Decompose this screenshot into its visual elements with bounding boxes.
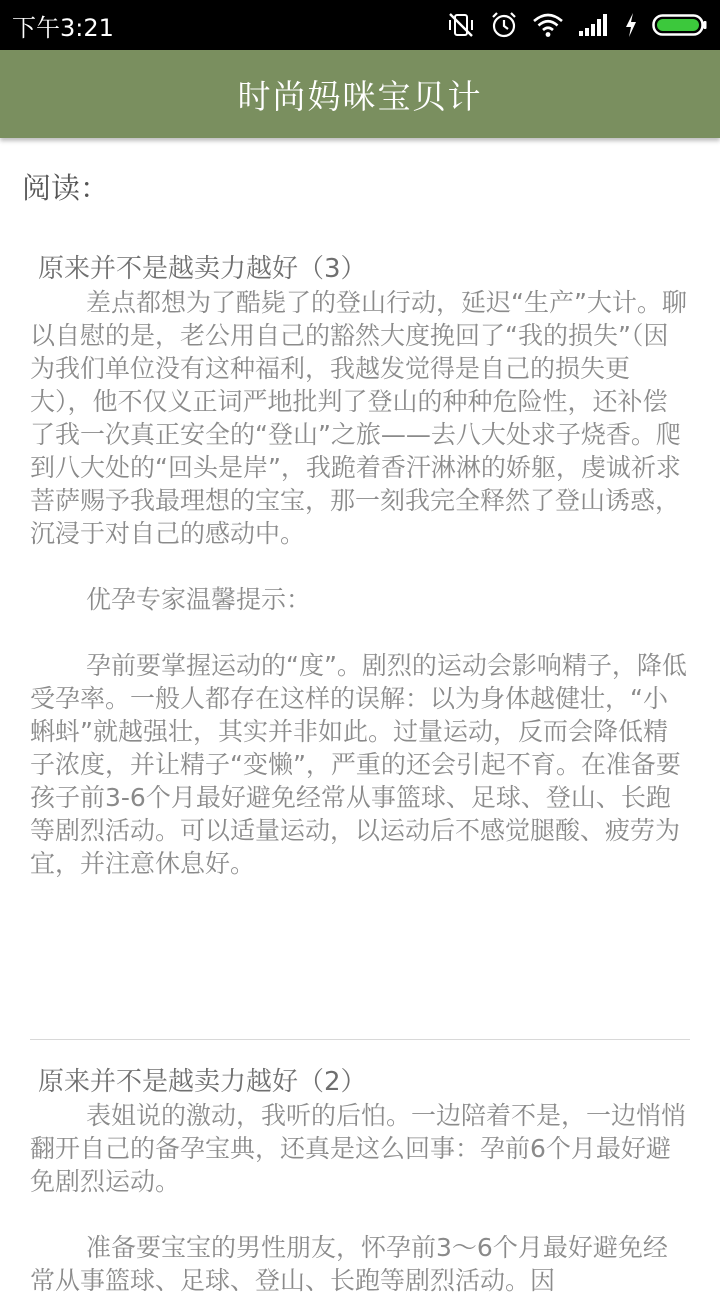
article-body [30, 286, 690, 880]
article-paragraph: 准备要宝宝的男性朋友，怀孕前3～6个月最好避免经常从事篮球、足球、登山、长跑等剧烈活动。因 [30, 1233, 668, 1295]
app-title: 时尚妈咪宝贝计 [237, 76, 483, 116]
article-paragraph: 差点都想为了酷毙了的登山行动，延迟“生产”大计。聊以自慰的是，老公用自己的豁然大度挽回了“我的损失”（因为我们单位没有这种福利，我越发觉得是自己的损失更大），他不仅义正词严地批判了登山的种种危险性，还补偿了我一次真正安全的“登山”之旅——去八大处求子烧香。爬到八大处的“回头是岸”，我跪着香汗淋淋的娇躯，虔诚祈求菩萨赐予我最理想的宝宝，那一刻我完全释然了登山诱惑，沉浸于对自己的感动中。 [30, 288, 687, 548]
alarm-icon [490, 11, 518, 39]
article-divider [30, 1039, 690, 1040]
vibrate-off-icon [446, 10, 476, 40]
article-title[interactable]: 原来并不是越卖力越好（3） [38, 254, 367, 284]
read-label: 阅读： [22, 171, 110, 205]
wifi-icon [532, 12, 564, 38]
article-paragraph: 优孕专家温馨提示： [86, 585, 312, 614]
status-icons [446, 10, 708, 40]
article-card[interactable] [30, 1065, 690, 1297]
article-title[interactable]: 原来并不是越卖力越好（2） [38, 1067, 367, 1097]
battery-icon [652, 13, 708, 37]
app-bar [0, 50, 720, 138]
article-paragraph: 表姐说的激动，我听的后怕。一边陪着不是，一边悄悄翻开自己的备孕宝典，还真是这么回事：孕前6个月最好避免剧烈运动。 [30, 1101, 687, 1196]
signal-icon [578, 13, 610, 37]
article-body [30, 1099, 690, 1297]
article-paragraph: 孕前要掌握运动的“度”。剧烈的运动会影响精子，降低受孕率。一般人都存在这样的误解：以为身体越健壮，“小蝌蚪”就越强壮，其实并非如此。过量运动，反而会降低精子浓度，并让精子“变懒”，严重的还会引起不育。在准备要孩子前3-6个月最好避免经常从事篮球、足球、登山、长跑等剧烈活动。可以适量运动，以运动后不感觉腿酸、疲劳为宜，并注意休息好。 [30, 651, 687, 878]
status-bar [0, 0, 720, 50]
article-card[interactable] [30, 252, 690, 880]
charging-icon [624, 12, 638, 38]
status-time: 下午3:21 [12, 13, 114, 42]
article-list[interactable] [0, 138, 720, 1295]
